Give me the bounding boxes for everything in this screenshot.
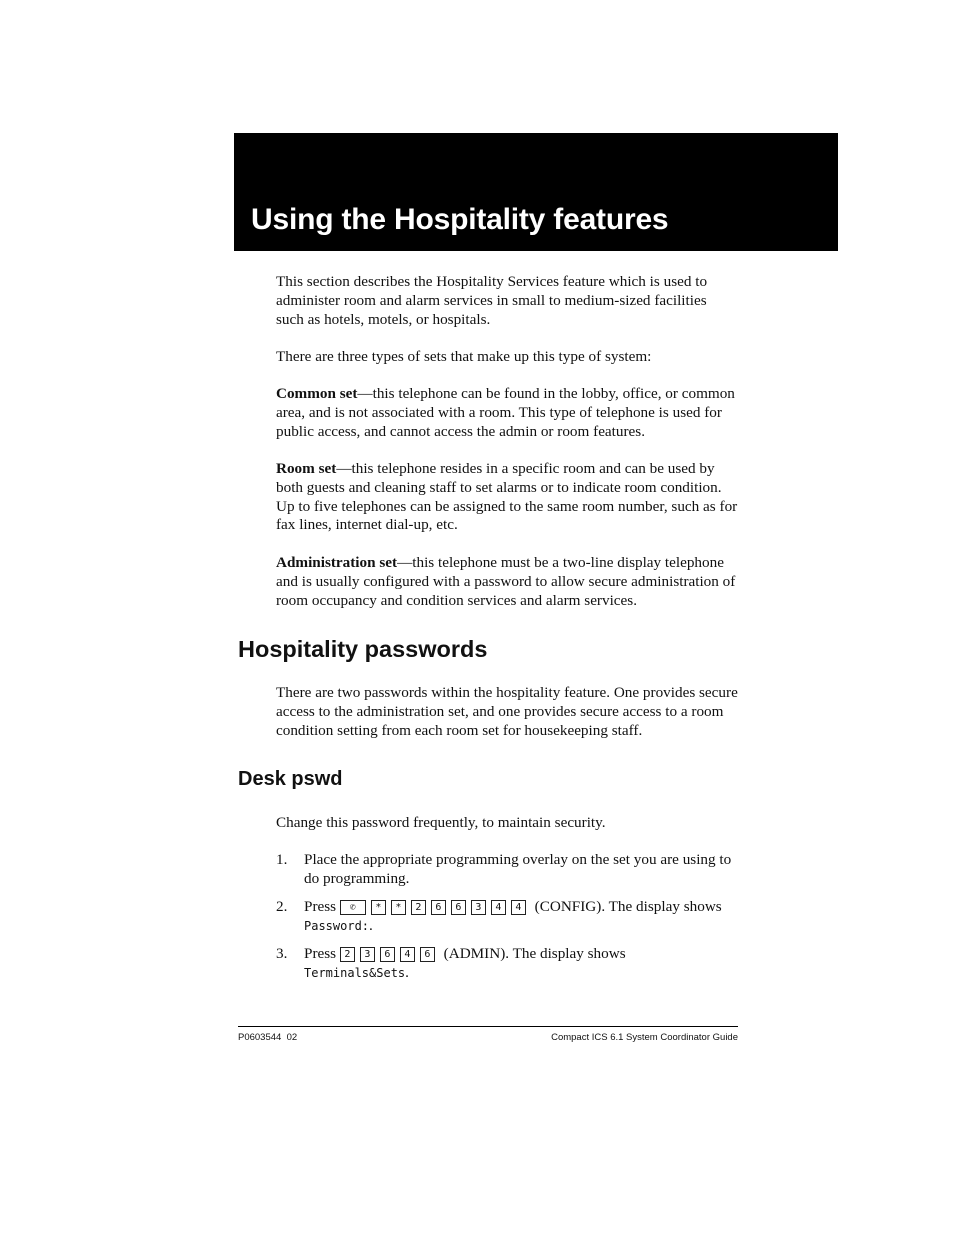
common-set-term: Common set — [276, 385, 358, 402]
key-digit: 3 — [471, 900, 486, 915]
key-digit: 6 — [420, 947, 435, 962]
admin-set-paragraph — [276, 554, 738, 610]
common-set-description: —this telephone can be found in the lobby, office, or common area, and is not associated with a room. This type of telephone is used for public access, and cannot access the admin or room features. — [276, 385, 735, 440]
section-heading-passwords: Hospitality passwords — [238, 636, 488, 662]
feature-key-icon: ✆ — [340, 900, 366, 915]
intro-paragraph: This section describes the Hospitality Services feature which is used to administer room and alarm services in small to medium-sized facilities such as hotels, motels, or hospitals. — [276, 273, 708, 328]
key-digit: 4 — [400, 947, 415, 962]
key-digit: 6 — [431, 900, 446, 915]
step-text-after: (ADMIN). The display shows — [443, 945, 626, 962]
common-set-paragraph — [276, 385, 738, 441]
admin-set-description: —this telephone must be a two-line display telephone and is usually configured with a password to allow secure administration of room occupancy and condition services and alarm services. — [276, 554, 736, 609]
chapter-title: Using the Hospitality features — [251, 203, 669, 236]
key-digit: 2 — [411, 900, 426, 915]
footer-guide-title: Compact ICS 6.1 System Coordinator Guide — [551, 1032, 738, 1043]
step-text: Place the appropriate programming overlay on the set you are using to do programming. — [304, 851, 732, 887]
key-digit: 2 — [340, 947, 355, 962]
footer-doc-number: P0603544 02 — [238, 1032, 298, 1043]
footer-rule — [238, 1026, 738, 1027]
admin-set-term: Administration set — [276, 554, 398, 571]
step-end: . — [405, 963, 409, 981]
step-number: 1. — [276, 851, 288, 868]
chapter-banner — [234, 133, 838, 251]
step-number: 2. — [276, 898, 288, 915]
press-word: Press — [304, 945, 337, 962]
step-number: 3. — [276, 945, 288, 962]
display-readout: Password: — [304, 918, 370, 933]
step-text — [304, 898, 738, 936]
sets-intro-paragraph: There are three types of sets that make up this type of system: — [276, 348, 652, 365]
display-readout: Terminals&Sets — [304, 965, 406, 980]
key-digit: 3 — [360, 947, 375, 962]
step-text — [304, 945, 738, 983]
press-word: Press — [304, 898, 337, 915]
passwords-paragraph: There are two passwords within the hospitality feature. One provides secure access to the administration set, and one provides secure access to a room condition setting from each room set for housekeeping staff. — [276, 684, 738, 739]
room-set-term: Room set — [276, 460, 337, 477]
key-star: * — [391, 900, 406, 915]
room-set-paragraph — [276, 460, 738, 535]
key-star: * — [371, 900, 386, 915]
subsection-heading-desk-pswd: Desk pswd — [238, 768, 343, 790]
key-digit: 6 — [380, 947, 395, 962]
step-end: . — [369, 916, 373, 934]
key-digit: 4 — [511, 900, 526, 915]
room-set-description: —this telephone resides in a specific room and can be used by both guests and cleaning staff to set alarms or to indicate room condition. Up to five telephones can be assigned to the same room number, such as for fax lines, internet dial-up, etc. — [276, 460, 738, 534]
desk-pswd-paragraph: Change this password frequently, to maintain security. — [276, 814, 606, 831]
step-text-after: (CONFIG). The display shows — [534, 898, 722, 915]
key-digit: 6 — [451, 900, 466, 915]
key-digit: 4 — [491, 900, 506, 915]
